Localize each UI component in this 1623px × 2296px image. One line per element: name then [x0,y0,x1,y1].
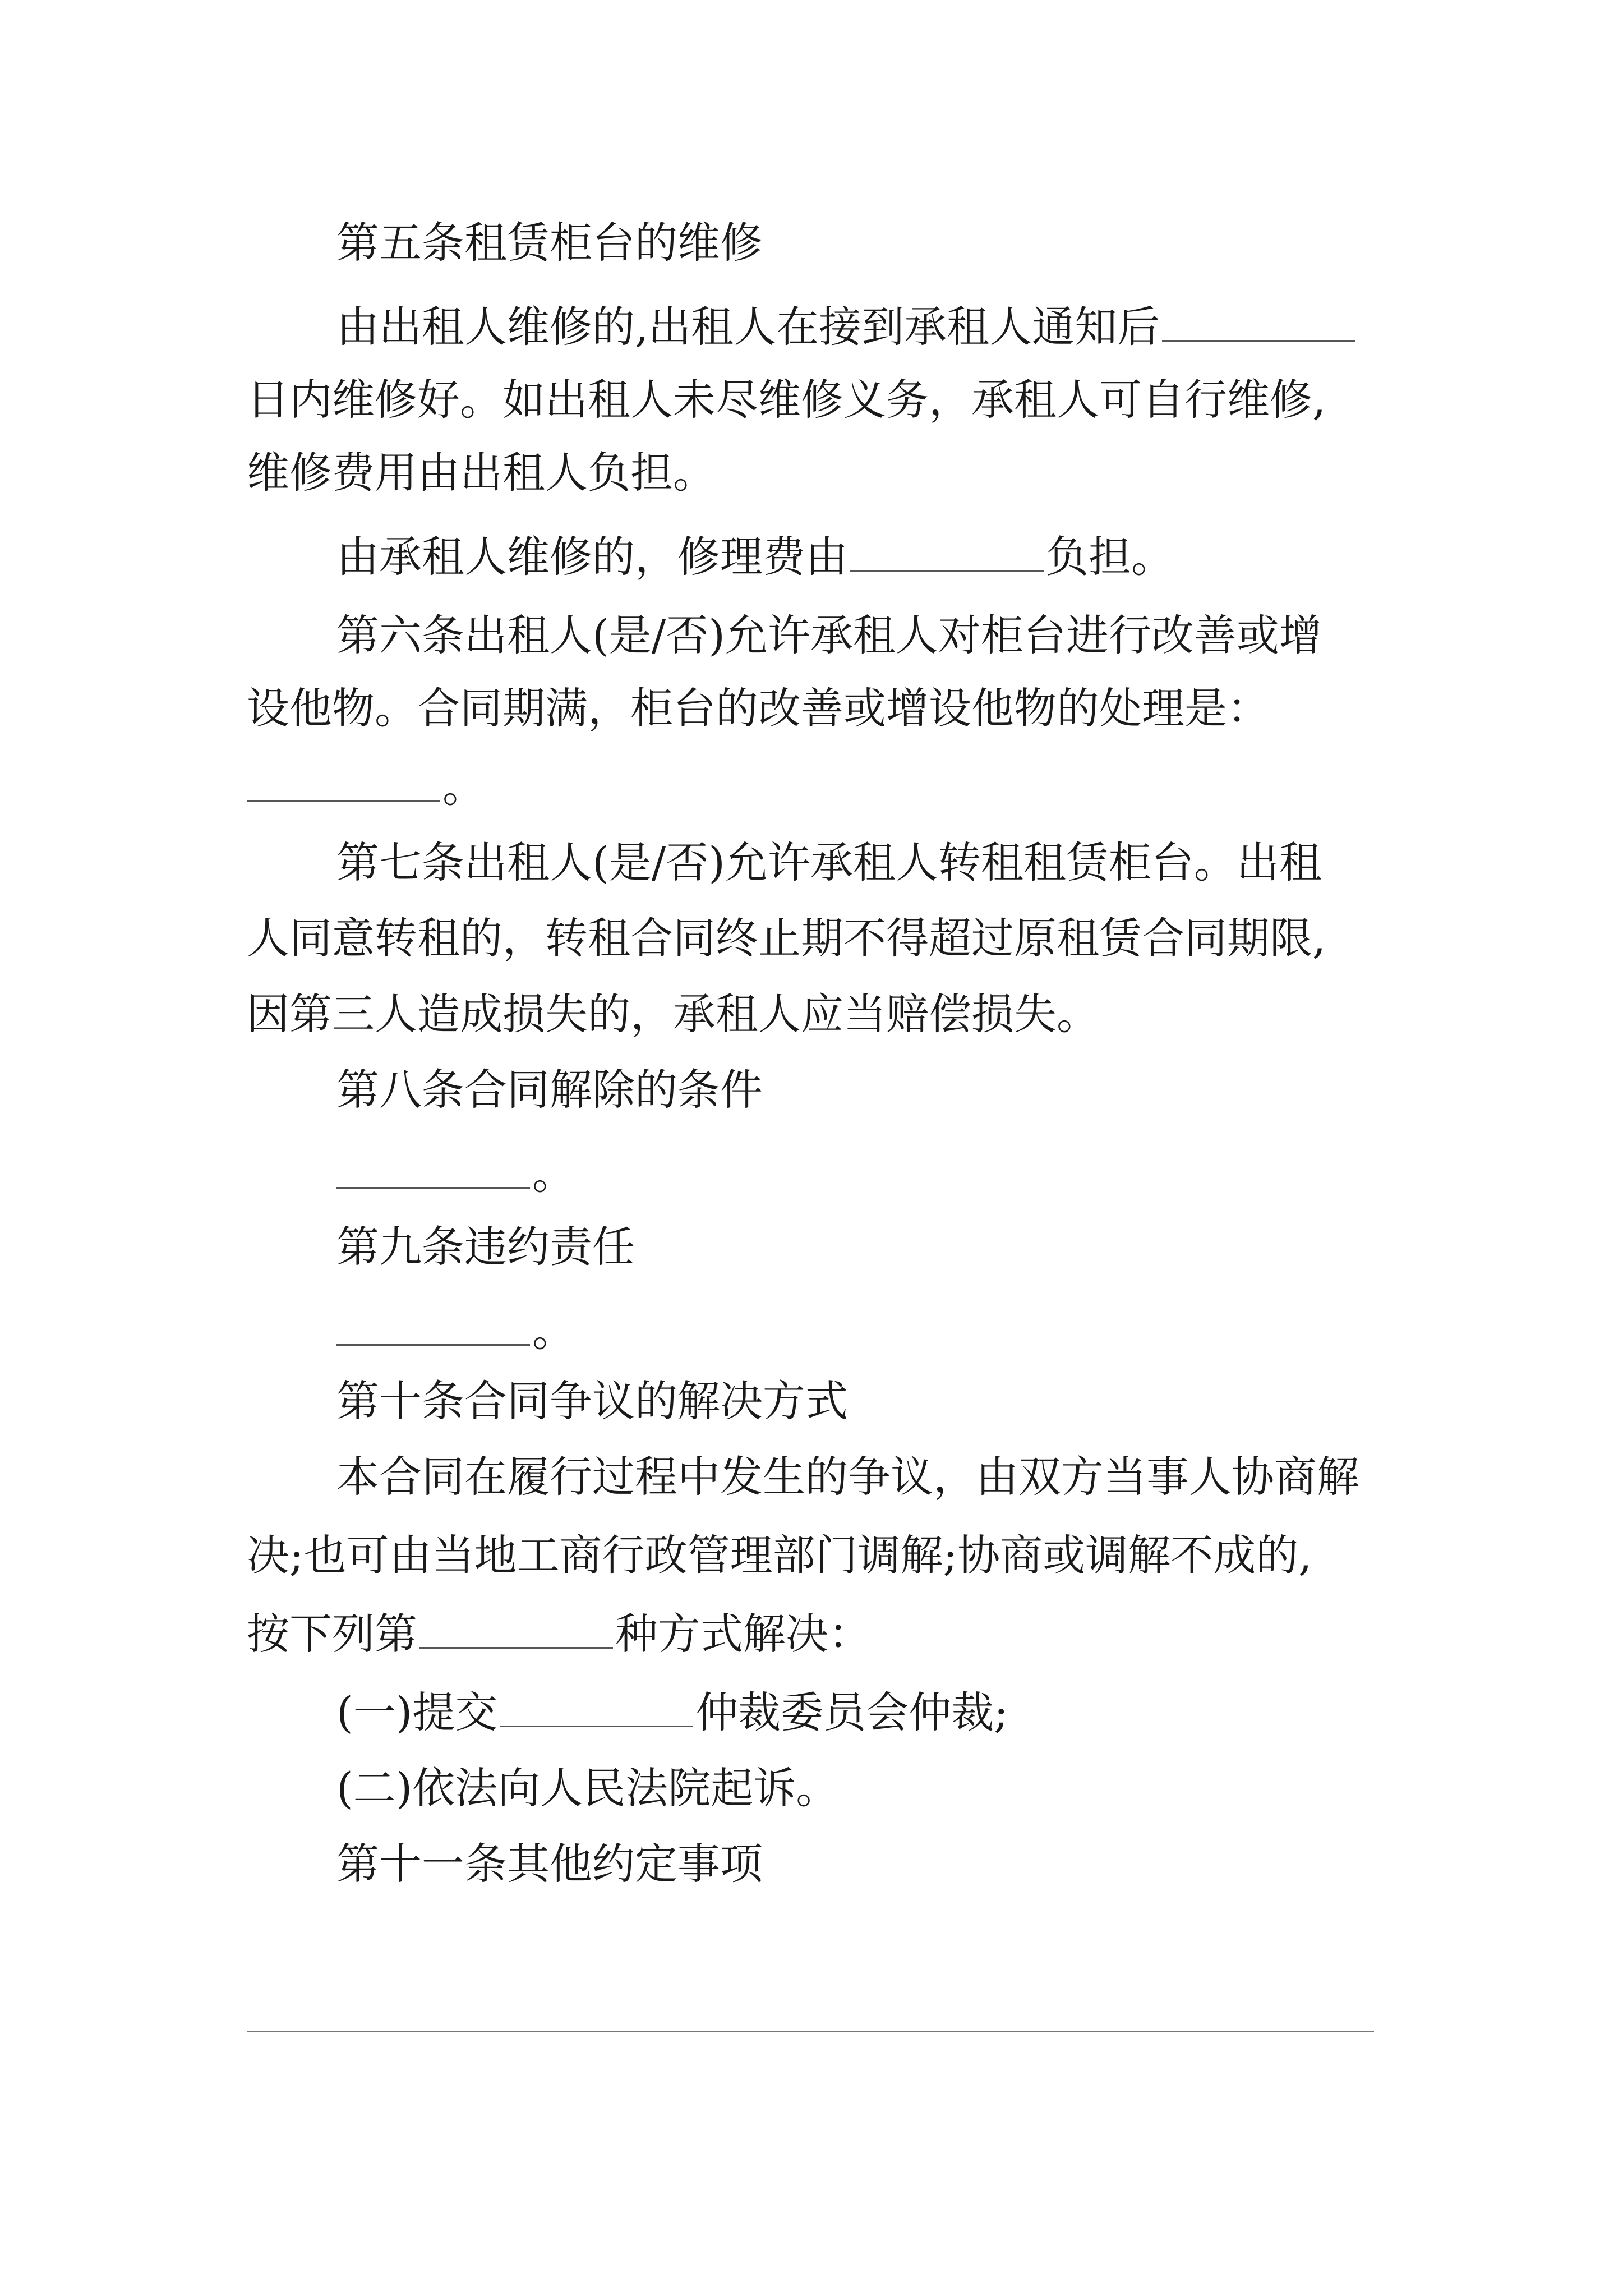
text: 由出租人维修的,出租人在接到承租人通知后 [336,302,1160,352]
article-5-paragraph-1-line-1 [336,300,1391,354]
blank-line-other-terms[interactable] [247,2031,1374,2032]
text: 。 [442,762,485,812]
text: 。 [532,1149,575,1199]
text: (一)提交 [336,1687,498,1737]
article-10-line-3 [247,1607,1391,1661]
blank-field-method-number[interactable] [419,1613,613,1649]
article-10-option-2: (二)依法向人民法院起诉。 [336,1763,839,1813]
text: 按下列第 [247,1609,417,1659]
text: 由承租人维修的，修理费由 [336,532,848,582]
article-8-title: 第八条合同解除的条件 [336,1065,763,1115]
blank-field-repair-cost-party[interactable] [850,536,1044,572]
article-7-line-2: 人同意转租的，转租合同终止期不得超过原租赁合同期限, [247,913,1326,963]
blank-field-arbitration-commission[interactable] [500,1692,693,1727]
article-7-line-3: 因第三人造成损失的，承租人应当赔偿损失。 [247,989,1099,1039]
article-10-line-1: 本合同在履行过程中发生的争议，由双方当事人协商解 [336,1452,1359,1502]
article-11-title: 第十一条其他约定事项 [336,1839,763,1889]
article-5-title: 第五条租赁柜台的维修 [336,218,763,268]
article-9-title: 第九条违约责任 [336,1222,635,1272]
blank-field-termination-conditions[interactable] [336,1153,530,1189]
article-6-line-2: 设他物。合同期满，柜台的改善或增设他物的处理是： [247,683,1270,733]
article-5-paragraph-1-line-2: 日内维修好。如出租人未尽维修义务，承租人可自行维修, [247,375,1326,425]
article-5-paragraph-2 [336,530,1391,584]
blank-field-days[interactable] [1162,306,1355,342]
article-8-content [336,1147,1391,1201]
text: 仲裁委员会仲裁; [695,1687,1008,1737]
text: 种方式解决： [615,1609,871,1659]
article-10-line-2: 决;也可由当地工商行政管理部门调解;协商或调解不成的, [247,1530,1312,1580]
blank-field-liability[interactable] [336,1310,530,1346]
article-10-option-1 [336,1686,1391,1740]
article-10-title: 第十条合同争议的解决方式 [336,1376,848,1426]
article-6-line-3 [247,760,1391,814]
text: 负担。 [1046,532,1174,582]
article-5-paragraph-1-line-3: 维修费用由出租人负担。 [247,448,716,498]
blank-field-improvement-handling[interactable] [247,766,440,802]
article-6-line-1: 第六条出租人(是/否)允许承租人对柜台进行改善或增 [336,610,1322,660]
article-9-content [336,1304,1391,1358]
article-7-line-1: 第七条出租人(是/否)允许承租人转租租赁柜台。出租 [336,838,1322,887]
text: 。 [532,1306,575,1356]
